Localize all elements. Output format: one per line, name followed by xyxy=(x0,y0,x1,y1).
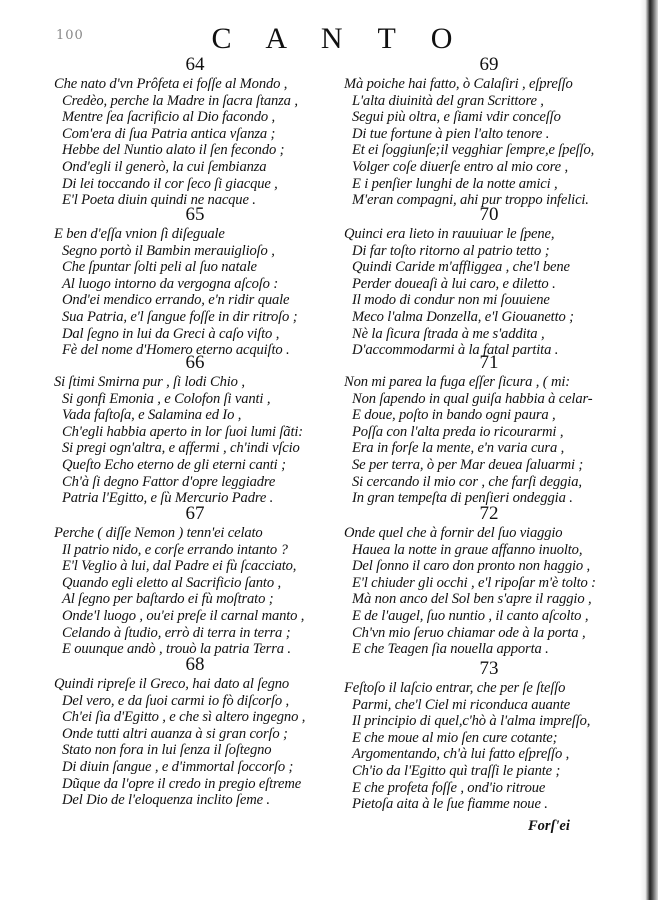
verse-line: E'l chiuder gli occhi , e'l ripoſar m'è tolto : xyxy=(352,574,596,591)
verse-line: Era in forſe la mente, e'n varia cura , xyxy=(352,440,565,457)
verse-line: D'accommodarmi à la fatal partita . xyxy=(352,342,559,359)
verse-line: Onde tutti altri auanza à si gran corſo ; xyxy=(62,725,288,742)
verse-line: Mentre ſea ſacrificio al Dio facondo , xyxy=(62,109,276,126)
verse-line: Si pregi ogn'altra, e affermi , ch'indi vſcio xyxy=(62,440,300,457)
verse-line: Ch'vn mio ſeruo chiamar ode à la porta , xyxy=(352,624,586,641)
verse-line: Dũque da l'opre il credo in pregio eſtreme xyxy=(62,775,302,792)
catchword: Forſ'ei xyxy=(528,818,570,834)
verse-line: Com'era di ſua Patria antica vſanza ; xyxy=(62,125,276,142)
verse-line: Perche ( diſſe Nemon ) tenn'ei celato xyxy=(54,525,263,541)
verse-line: Parmi, che'l Ciel mi riconduca auante xyxy=(352,696,571,713)
verse-line: Dal ſegno in lui da Greci à caſo viſto , xyxy=(62,325,280,342)
verse-line: Hebbe del Nuntio alato il ſen fecondo ; xyxy=(62,142,285,159)
verse-line: Credèo, perche la Madre in ſacra ſtanza , xyxy=(62,92,298,109)
verse-line: Del Dio de l'eloquenza inclito ſeme . xyxy=(62,792,270,809)
verse-line: Mà non anco del Sol ben s'apre il raggio , xyxy=(352,591,592,608)
stanza-64 xyxy=(54,56,336,209)
stanza-71 xyxy=(344,354,634,507)
verse-line: In gran tempeſta di penſieri ondeggia . xyxy=(352,490,573,507)
verse-line: L'alta diuinità del gran Scrittore , xyxy=(352,92,544,109)
verse-line: Patria l'Egitto, e ſù Mercurio Padre . xyxy=(62,490,274,507)
running-head-title: C A N T O xyxy=(211,22,467,55)
verse-line: Al luogo intorno da vergogna aſcoſo : xyxy=(62,275,279,292)
verse-line: Feſtoſo il laſcio entrar, che per ſe ſteſſo xyxy=(344,680,566,696)
verse-line: E doue, poſto in bando ogni paura , xyxy=(352,407,556,424)
verse-line: Perder doueaſi à lui caro, e diletto . xyxy=(352,275,556,292)
verse-line: Che ſpuntar ſolti peli al ſuo natale xyxy=(62,259,257,276)
verse-line: Onde quel che à fornir del ſuo viaggio xyxy=(344,525,563,541)
verse-line: Stato non fora in lui ſenza il ſoſtegno xyxy=(62,742,272,759)
stanza-number: 70 xyxy=(479,204,499,225)
verse-line: Non ſapendo in qual guiſa habbia à celar- xyxy=(352,390,593,407)
verse-line: Di tue fortune à pien l'alto tenore . xyxy=(352,125,550,142)
verse-line: Il modo di condur non mi ſouuiene xyxy=(352,292,550,309)
stanza-number: 71 xyxy=(479,352,499,373)
verse-line: E ben d'eſſa vnion ſì diſeguale xyxy=(54,226,225,242)
verse-line: Il patrio nido, e corſe errando intanto ? xyxy=(62,541,288,558)
stanza-number: 67 xyxy=(185,503,205,524)
verse-line: Si cercando il mio cor , che farſi deggia, xyxy=(352,473,582,490)
verse-line: Fè del nome d'Homero eterno acquiſto . xyxy=(62,342,290,359)
verse-line: Sua Patria, e'l ſangue foſſe in dir ritroſo ; xyxy=(62,308,298,325)
verse-line: Ond'ei mendico errando, e'n ridir quale xyxy=(62,292,290,309)
stanza-69 xyxy=(344,56,634,209)
verse-line: Ch'à ſi degno Fattor d'opre leggiadre xyxy=(62,473,276,490)
verse-line: E'l Poeta diuin quindi ne nacque . xyxy=(62,192,256,209)
verse-line: Ond'egli il generò, la cui ſembianza xyxy=(62,158,267,175)
verse-line: Quando egli eletto al Sacrificio ſanto , xyxy=(62,574,281,591)
stanza-70 xyxy=(344,206,634,359)
verse-line: E de l'augel, ſuo nuntio , il canto aſcolto , xyxy=(352,607,589,624)
stanza-number: 72 xyxy=(479,503,499,524)
verse-line: Celando à ſtudio, errò di terra in terra ; xyxy=(62,624,291,641)
verse-line: Al ſegno per baſtardo ei fù moſtrato ; xyxy=(62,591,274,608)
verse-line: Il principio di quel,c'hò à l'alma impreſſo, xyxy=(352,713,591,730)
verse-line: Mà poiche hai fatto, ò Calaſiri , eſpreſſo xyxy=(344,76,573,92)
verse-line: Pietoſa aita à le ſue fiamme noue . xyxy=(352,796,548,813)
verse-line: Si gonfi Emonia , e Colofon ſi vanti , xyxy=(62,390,271,407)
verse-line: Di diuin ſangue , e d'immortal ſoccorſo ; xyxy=(62,758,294,775)
stanza-number: 64 xyxy=(185,54,205,75)
verse-line: E che Teagen ſia nouella apporta . xyxy=(352,641,549,658)
verse-line: E ouunque andò , trouò la patria Terra . xyxy=(62,641,291,658)
verse-line: Di lei toccando il cor ſeco ſi giacque , xyxy=(62,175,278,192)
verse-line: Nè la ſicura ſtrada à me s'addita , xyxy=(352,325,545,342)
verse-line: Quindi ripreſe il Greco, hai dato al ſegno xyxy=(54,676,290,692)
verse-line: E che profeta foſſe , ond'io ritroue xyxy=(352,779,546,796)
verse-line: Del ſonno il caro don pronto non haggio , xyxy=(352,558,591,575)
stanza-65 xyxy=(54,206,336,359)
verse-line: Non mi parea la fuga eſſer ſicura , ( mi: xyxy=(344,374,570,390)
stanza-number: 65 xyxy=(185,204,205,225)
verse-line: Ch'egli habbia aperto in lor ſuoi lumi ſãti: xyxy=(62,423,303,440)
verse-line: Et ei ſoggiunſe;il vegghiar ſempre,e ſpeſſo, xyxy=(352,142,595,159)
verse-line: Meco l'alma Donzella, e'l Giouanetto ; xyxy=(352,308,574,325)
verse-line: Onde'l luogo , ou'ei preſe il carnal manto , xyxy=(62,607,305,624)
verse-line: Quinci era lieto in rauuiuar le ſpene, xyxy=(344,226,555,242)
verse-line: Poſſa con l'alta preda io ricourarmi , xyxy=(352,423,564,440)
verse-line: Si ſtimi Smirna pur , ſi lodi Chio , xyxy=(54,374,245,390)
verse-line: M'eran compagni, ahi pur troppo infelici. xyxy=(352,192,589,209)
verse-line: E che moue al mio ſen cure cotante; xyxy=(352,729,558,746)
stanza-67 xyxy=(54,505,336,658)
verse-line: Ch'ei ſia d'Egitto , e che sì altero ingegno , xyxy=(62,709,306,726)
verse-line: Vada faſtoſa, e Salamina ed Io , xyxy=(62,407,242,424)
verse-line: Quindi Caride m'affliggea , che'l bene xyxy=(352,259,570,276)
stanza-number: 69 xyxy=(479,54,499,75)
stanza-66 xyxy=(54,354,336,507)
verse-line: Hauea la notte in graue affanno inuolto, xyxy=(352,541,583,558)
stanza-72 xyxy=(344,505,634,658)
verse-line: Che nato d'vn Prôfeta ei foſſe al Mondo , xyxy=(54,76,288,92)
stanza-number: 66 xyxy=(185,352,205,373)
verse-line: Segno portò il Bambin merauiglioſo , xyxy=(62,242,275,259)
verse-line: Se per terra, ò per Mar deuea ſaluarmi ; xyxy=(352,456,584,473)
stanza-68 xyxy=(54,656,336,809)
page-number: 100 xyxy=(56,28,84,43)
verse-line: Del vero, e da ſuoi carmi io fò diſcorſo , xyxy=(62,692,290,709)
stanza-number: 68 xyxy=(185,654,205,675)
stanza-73 xyxy=(344,660,634,813)
page-edge-shadow xyxy=(640,0,658,900)
verse-line: E'l Veglio à lui, dal Padre ei fù ſcacciato, xyxy=(62,558,297,575)
verse-line: Volger coſe diuerſe entro al mio core , xyxy=(352,158,568,175)
verse-line: Ch'io da l'Egitto quì traſſi le piante ; xyxy=(352,762,561,779)
verse-line: E i penſier lunghi de la notte amici , xyxy=(352,175,558,192)
verse-line: Argomentando, ch'à lui fatto eſpreſſo , xyxy=(352,746,570,763)
verse-line: Segui più oltra, e ſiami vdir conceſſo xyxy=(352,109,561,126)
verse-line: Di far toſto ritorno al patrio tetto ; xyxy=(352,242,550,259)
stanza-number: 73 xyxy=(479,658,499,679)
verse-line: Queſto Echo eterno de gli eterni canti ; xyxy=(62,456,286,473)
